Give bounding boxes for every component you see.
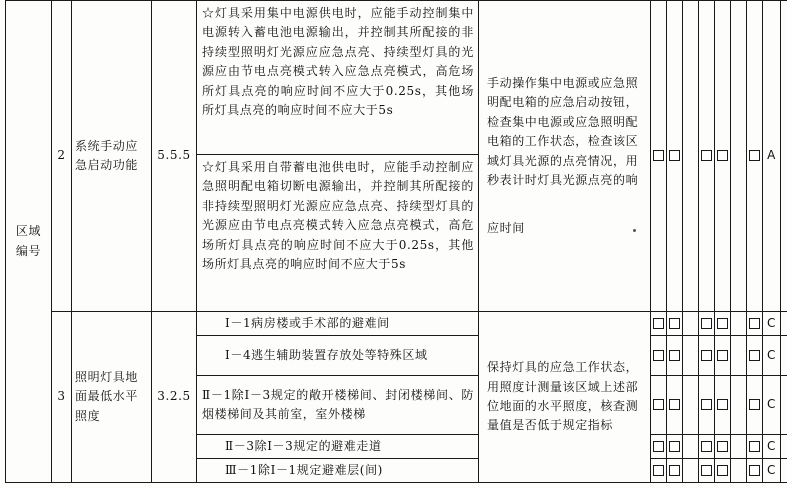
checkbox-cell[interactable] [699,312,715,336]
checkbox-cell[interactable] [651,435,667,459]
grade-letter: C [763,336,781,376]
clause-number: 5.5.5 [152,1,197,312]
checkbox[interactable] [653,399,664,410]
inspection-method [479,1,651,312]
grade-letter: C [763,459,781,483]
checkbox-cell[interactable] [715,376,731,435]
blank-cell [731,1,747,312]
table-row [6,1,787,155]
item-name: 照明灯具地面最低水平照度 [72,312,152,483]
checkbox[interactable] [717,350,728,361]
scan-dot [633,229,636,232]
checkbox[interactable] [701,318,712,329]
remark-cell [781,376,787,435]
grade-letter: C [763,376,781,435]
checkbox[interactable] [669,150,680,161]
checkbox[interactable] [669,318,680,329]
blank-cell [683,1,699,312]
checkbox[interactable] [653,150,664,161]
remark-cell [781,312,787,336]
blank-cell [731,312,747,336]
checkbox[interactable] [669,465,680,476]
checkbox-cell[interactable] [747,376,763,435]
checkbox-cell[interactable] [747,336,763,376]
checkbox-cell[interactable] [651,459,667,483]
inspection-table [5,0,787,483]
blank-cell [683,435,699,459]
checkbox-cell[interactable] [667,336,683,376]
checkbox[interactable] [749,441,760,452]
blank-cell [683,336,699,376]
checkbox[interactable] [669,399,680,410]
grade-letter: A [763,1,781,312]
checkbox-cell[interactable] [747,312,763,336]
remark-cell [781,459,787,483]
requirement-text: Ⅰ－1病房楼或手术部的避难间 [197,312,479,336]
checkbox[interactable] [749,318,760,329]
item-number: 3 [52,312,72,483]
item-number: 2 [52,1,72,312]
checkbox-cell[interactable] [715,1,731,312]
requirement-text: ☆灯具采用自带蓄电池供电时，应能手动控制应急照明配电箱切断电源输出，并控制其所配接的非持续型照明灯光源应应急点亮、持续型灯具的光源应由节电点亮模式转入应急点亮模式，高危场所灯具点亮的响应时间不应大于0.25s，其他场所灯具点亮的响应时间不应大于5s [197,155,479,312]
checkbox[interactable] [749,350,760,361]
checkbox-cell[interactable] [667,1,683,312]
checkbox[interactable] [717,150,728,161]
checkbox-cell[interactable] [699,336,715,376]
inspection-method: 保持灯具的应急工作状态，用照度计测量该区域上述部位地面的水平照度，核查测量值是否低于规定指标 [479,312,651,483]
area-number-label: 区域编号 [6,1,52,483]
checkbox-cell[interactable] [715,336,731,376]
checkbox[interactable] [701,350,712,361]
grade-letter: C [763,312,781,336]
checkbox[interactable] [749,150,760,161]
checkbox[interactable] [701,441,712,452]
checkbox-cell[interactable] [651,312,667,336]
checkbox-cell[interactable] [747,435,763,459]
checkbox[interactable] [653,350,664,361]
blank-cell [731,459,747,483]
checkbox-cell[interactable] [699,376,715,435]
remark-cell [781,1,787,312]
requirement-text: Ⅰ－4逃生辅助装置存放处等特殊区域 [197,336,479,376]
requirement-text: Ⅲ－1除Ⅰ－1规定避难层(间) [197,459,479,483]
item-name: 系统手动应急启动功能 [72,1,152,312]
checkbox-cell[interactable] [667,435,683,459]
blank-cell [731,435,747,459]
checkbox-cell[interactable] [667,459,683,483]
remark-cell [781,336,787,376]
requirement-text: Ⅱ－3除Ⅰ－3规定的避难走道 [197,435,479,459]
checkbox[interactable] [669,350,680,361]
blank-cell [683,376,699,435]
checkbox-cell[interactable] [651,1,667,312]
checkbox-cell[interactable] [667,312,683,336]
checkbox[interactable] [749,399,760,410]
blank-cell [731,376,747,435]
remark-cell [781,435,787,459]
clause-number: 3.2.5 [152,312,197,483]
method-text: 手动操作集中电源或应急照明配电箱的应急启动按钮，检查集中电源或应急照明配电箱的工作状态，检查该区域灯具光源的点亮情况，用秒表计时灯具光源点亮的响应时间 [487,76,639,235]
checkbox[interactable] [717,465,728,476]
checkbox[interactable] [717,318,728,329]
blank-cell [683,312,699,336]
table-row [6,312,787,336]
checkbox[interactable] [749,465,760,476]
blank-cell [731,336,747,376]
checkbox-cell[interactable] [715,459,731,483]
checkbox[interactable] [653,318,664,329]
checkbox[interactable] [701,399,712,410]
blank-cell [683,459,699,483]
checkbox-cell[interactable] [699,435,715,459]
grade-letter: C [763,435,781,459]
checkbox[interactable] [717,399,728,410]
requirement-text: ☆灯具采用集中电源供电时，应能手动控制集中电源转入蓄电池电源输出，并控制其所配接的非持续型照明灯光源应应急点亮、持续型灯具的光源应由节电点亮模式转入应急点亮模式，高危场所灯具点亮的响应时间不应大于0.25s，其他场所灯具点亮的响应时间不应大于5s [197,1,479,155]
checkbox-cell[interactable] [747,1,763,312]
checkbox[interactable] [653,441,664,452]
checkbox[interactable] [701,465,712,476]
checkbox[interactable] [717,441,728,452]
checkbox[interactable] [701,150,712,161]
checkbox-cell[interactable] [715,435,731,459]
checkbox-cell[interactable] [699,459,715,483]
checkbox[interactable] [653,465,664,476]
checkbox-cell[interactable] [651,336,667,376]
checkbox-cell[interactable] [667,376,683,435]
checkbox-cell[interactable] [699,1,715,312]
checkbox-cell[interactable] [747,459,763,483]
checkbox[interactable] [669,441,680,452]
checkbox-cell[interactable] [651,376,667,435]
checkbox-cell[interactable] [715,312,731,336]
requirement-text: Ⅱ－1除Ⅰ－3规定的敞开楼梯间、封闭楼梯间、防烟楼梯间及其前室，室外楼梯 [197,376,479,435]
